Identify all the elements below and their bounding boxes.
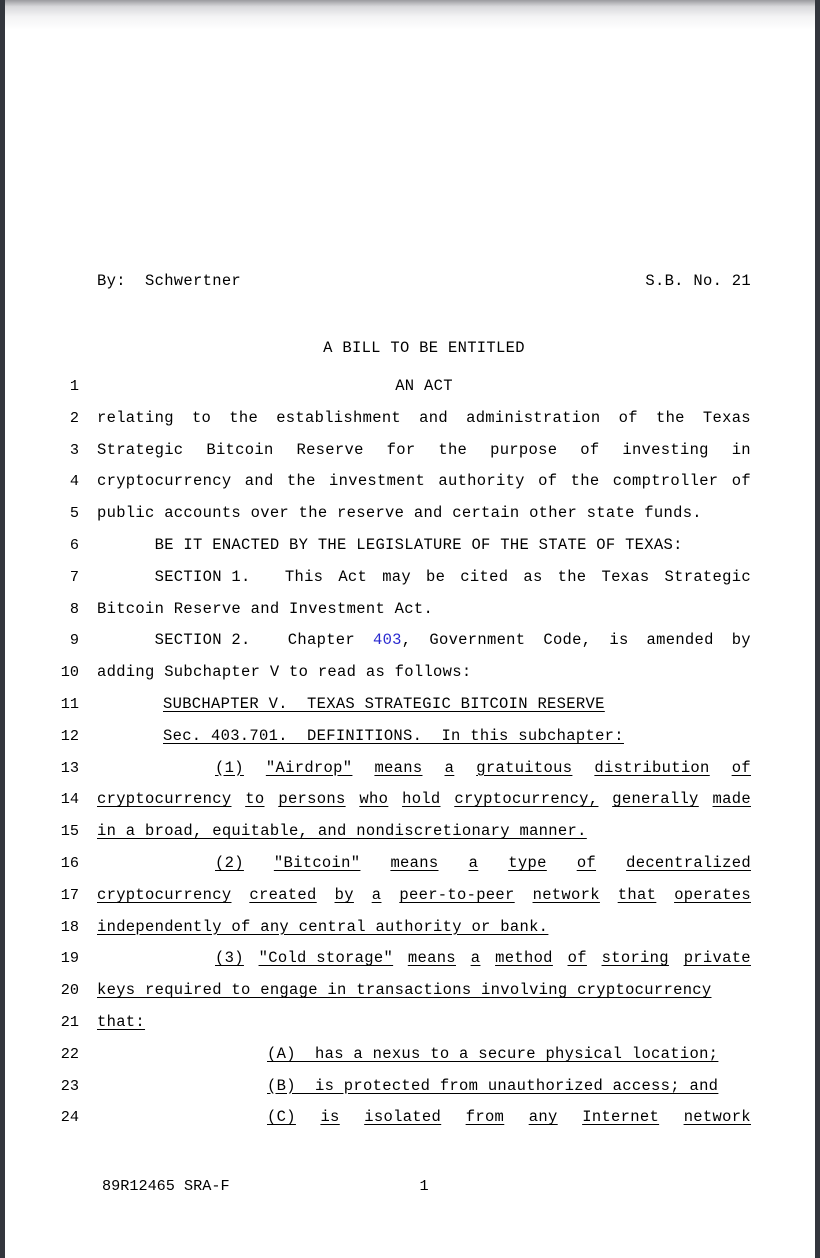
line-text <box>215 943 751 975</box>
line-segment: "Bitcoin" <box>273 853 361 872</box>
line-number: 11 <box>60 694 79 713</box>
line-text <box>97 657 751 689</box>
bill-line <box>5 689 815 721</box>
line-segment: by <box>731 631 751 650</box>
line-number: 4 <box>69 472 79 491</box>
line-text <box>97 912 751 944</box>
line-segment: of <box>576 853 597 872</box>
bill-line <box>5 371 815 403</box>
line-segment: distribution <box>594 758 710 777</box>
line-text <box>97 594 751 626</box>
line-segment: isolated <box>364 1108 442 1127</box>
line-segment: and <box>244 472 274 491</box>
line-segment: Government <box>429 631 526 650</box>
line-number: 24 <box>60 1108 79 1127</box>
line-segment: that: <box>97 1012 146 1031</box>
line-number: 5 <box>69 504 79 523</box>
line-segment: a <box>444 758 455 777</box>
line-segment: (C) <box>267 1108 296 1127</box>
line-text <box>97 975 751 1007</box>
line-segment: be <box>426 567 446 586</box>
line-segment: Sec. 403.701. DEFINITIONS. In this subchapter: <box>163 726 624 745</box>
bill-line <box>5 912 815 944</box>
bill-line <box>5 498 815 530</box>
bill-line <box>5 1102 815 1134</box>
line-number: 7 <box>69 567 79 586</box>
line-text <box>97 435 751 467</box>
viewer-edge-right <box>815 0 820 1258</box>
line-segment: cryptocurrency, <box>454 790 599 809</box>
bill-line <box>5 721 815 753</box>
line-text <box>267 1071 751 1103</box>
line-segment: the <box>438 440 468 459</box>
line-segment: method <box>495 949 553 968</box>
line-number: 20 <box>60 981 79 1000</box>
line-text <box>215 848 751 880</box>
line-segment: the <box>557 567 587 586</box>
bill-header <box>97 272 751 290</box>
line-number: 19 <box>60 949 79 968</box>
line-segment: storing <box>601 949 669 968</box>
line-segment: of <box>580 440 600 459</box>
line-segment: Strategic <box>97 440 184 459</box>
bill-line <box>5 562 815 594</box>
line-number: 9 <box>69 631 79 650</box>
line-segment: the <box>570 472 600 491</box>
line-text <box>97 466 751 498</box>
line-segment: Strategic <box>664 567 751 586</box>
line-number: 2 <box>69 408 79 427</box>
line-text <box>97 784 751 816</box>
line-segment: is <box>320 1108 340 1127</box>
line-segment: of <box>731 472 751 491</box>
line-segment: Chapter <box>287 631 356 650</box>
line-segment: Texas <box>702 408 751 427</box>
line-segment: (3) <box>215 949 244 968</box>
line-segment: the <box>655 408 685 427</box>
line-segment: private <box>683 949 751 968</box>
line-segment: persons <box>278 790 346 809</box>
line-text <box>97 371 751 403</box>
line-segment: "Cold storage" <box>258 949 394 968</box>
bill-line <box>5 625 815 657</box>
line-number: 8 <box>69 599 79 618</box>
line-number: 18 <box>60 917 79 936</box>
line-segment: made <box>712 790 751 809</box>
line-segment: Reserve <box>296 440 364 459</box>
line-segment: to <box>245 790 265 809</box>
line-segment: Act <box>338 567 368 586</box>
line-number: 21 <box>60 1012 79 1031</box>
bill-line <box>5 1071 815 1103</box>
bill-line <box>5 530 815 562</box>
line-segment: relating <box>97 408 174 427</box>
line-segment: a <box>468 853 479 872</box>
line-segment: in <box>731 440 751 459</box>
line-segment: of <box>618 408 638 427</box>
line-segment: amended <box>646 631 714 650</box>
line-number: 13 <box>60 758 79 777</box>
line-segment: of <box>538 472 558 491</box>
line-text <box>97 880 751 912</box>
line-text <box>163 721 751 753</box>
line-segment: (2) <box>215 853 244 872</box>
line-segment: as <box>523 567 543 586</box>
line-segment: the <box>229 408 259 427</box>
bill-line <box>5 975 815 1007</box>
bill-line <box>5 753 815 785</box>
line-segment: in a broad, equitable, and nondiscretionary manner. <box>97 822 587 841</box>
line-segment: who <box>359 790 389 809</box>
bill-line <box>5 943 815 975</box>
bill-author: By: Schwertner <box>97 272 242 290</box>
line-segment: comptroller <box>612 472 719 491</box>
bill-line <box>5 848 815 880</box>
bill-body <box>5 371 815 1134</box>
line-lead: SECTION 1. <box>97 567 270 586</box>
line-segment: administration <box>466 408 601 427</box>
line-segment: This <box>284 567 324 586</box>
line-text <box>97 625 751 657</box>
line-text <box>215 753 751 785</box>
line-segment: keys required to engage in transactions involving cryptocurrency <box>97 981 712 1000</box>
line-segment: SUBCHAPTER V. TEXAS STRATEGIC BITCOIN RESERVE <box>163 694 605 713</box>
line-segment: cryptocurrency <box>97 885 232 904</box>
line-segment: BE IT ENACTED BY THE LEGISLATURE OF THE STATE OF TEXAS: <box>97 535 683 554</box>
line-segment: for <box>386 440 416 459</box>
line-segment: that <box>617 885 657 904</box>
statute-reference-link[interactable]: 403 <box>372 631 402 650</box>
line-segment: peer-to-peer <box>399 885 515 904</box>
bill-line <box>5 816 815 848</box>
bill-page <box>5 0 815 1258</box>
line-segment: authority <box>438 472 525 491</box>
line-segment: Bitcoin <box>206 440 274 459</box>
line-segment: investing <box>622 440 709 459</box>
bill-line <box>5 594 815 626</box>
line-text <box>267 1102 751 1134</box>
page-number: 1 <box>419 1177 429 1195</box>
line-text <box>267 1039 751 1071</box>
line-segment: cryptocurrency <box>97 472 232 491</box>
line-number: 15 <box>60 822 79 841</box>
document-id: 89R12465 SRA-F <box>102 1177 230 1195</box>
line-number: 1 <box>69 377 79 395</box>
line-segment: the <box>286 472 316 491</box>
line-segment: of <box>731 758 751 777</box>
line-segment: to <box>191 408 212 427</box>
bill-line <box>5 784 815 816</box>
line-text <box>97 498 751 530</box>
line-segment: means <box>374 758 423 777</box>
line-segment: gratuitous <box>476 758 573 777</box>
line-segment: any <box>528 1108 558 1127</box>
line-segment: network <box>683 1108 751 1127</box>
bill-line <box>5 880 815 912</box>
line-number: 6 <box>69 535 79 554</box>
line-number: 22 <box>60 1044 79 1063</box>
line-lead: SECTION 2. <box>97 631 270 650</box>
line-segment: cryptocurrency <box>97 790 232 809</box>
line-segment: created <box>249 885 317 904</box>
line-number: 3 <box>69 440 79 459</box>
line-segment: (1) <box>215 758 244 777</box>
line-segment: a <box>371 885 382 904</box>
line-text <box>97 1007 751 1039</box>
line-segment: means <box>407 949 456 968</box>
line-segment: a <box>470 949 481 968</box>
line-segment: decentralized <box>626 853 751 872</box>
line-segment: from <box>465 1108 505 1127</box>
line-segment: cited <box>460 567 509 586</box>
line-segment: and <box>419 408 448 427</box>
line-text <box>97 816 751 848</box>
line-segment: AN ACT <box>395 377 453 395</box>
line-segment: is <box>609 631 629 650</box>
line-segment: establishment <box>276 408 402 427</box>
line-segment: purpose <box>490 440 558 459</box>
line-segment: (A) has a nexus to a secure physical location; <box>267 1044 719 1063</box>
line-number: 14 <box>60 790 79 809</box>
line-segment: Internet <box>582 1108 660 1127</box>
line-segment: by <box>334 885 354 904</box>
line-segment: type <box>508 853 547 872</box>
line-number: 12 <box>60 726 79 745</box>
line-text <box>97 562 751 594</box>
line-segment: means <box>390 853 439 872</box>
line-number: 10 <box>60 663 79 682</box>
bill-line <box>5 466 815 498</box>
line-text <box>97 403 751 435</box>
line-segment: "Airdrop" <box>265 758 353 777</box>
line-text <box>97 530 751 562</box>
line-segment: network <box>532 885 600 904</box>
line-segment: may <box>382 567 411 586</box>
line-segment: generally <box>612 790 699 809</box>
bill-line <box>5 1007 815 1039</box>
bill-line <box>5 657 815 689</box>
bill-number: S.B. No. 21 <box>645 272 751 290</box>
line-number: 17 <box>60 885 79 904</box>
bill-line <box>5 1039 815 1071</box>
line-number: 16 <box>60 853 79 872</box>
bill-line <box>5 403 815 435</box>
line-number: 23 <box>60 1076 79 1095</box>
line-segment: 403, <box>372 631 412 650</box>
line-segment: of <box>567 949 587 968</box>
line-segment: operates <box>674 885 751 904</box>
line-text <box>163 689 751 721</box>
bill-title: A BILL TO BE ENTITLED <box>323 339 525 357</box>
line-segment: hold <box>402 790 441 809</box>
line-segment: investment <box>329 472 426 491</box>
line-segment: adding Subchapter V to read as follows: <box>97 663 472 682</box>
line-segment: Texas <box>601 567 650 586</box>
line-segment: public accounts over the reserve and certain other state funds. <box>97 504 702 523</box>
line-segment: Bitcoin Reserve and Investment Act. <box>97 599 434 618</box>
line-segment: independently of any central authority or bank. <box>97 917 549 936</box>
line-segment: Code, <box>543 631 592 650</box>
line-segment: (B) is protected from unauthorized access; and <box>267 1076 719 1095</box>
bill-line <box>5 435 815 467</box>
